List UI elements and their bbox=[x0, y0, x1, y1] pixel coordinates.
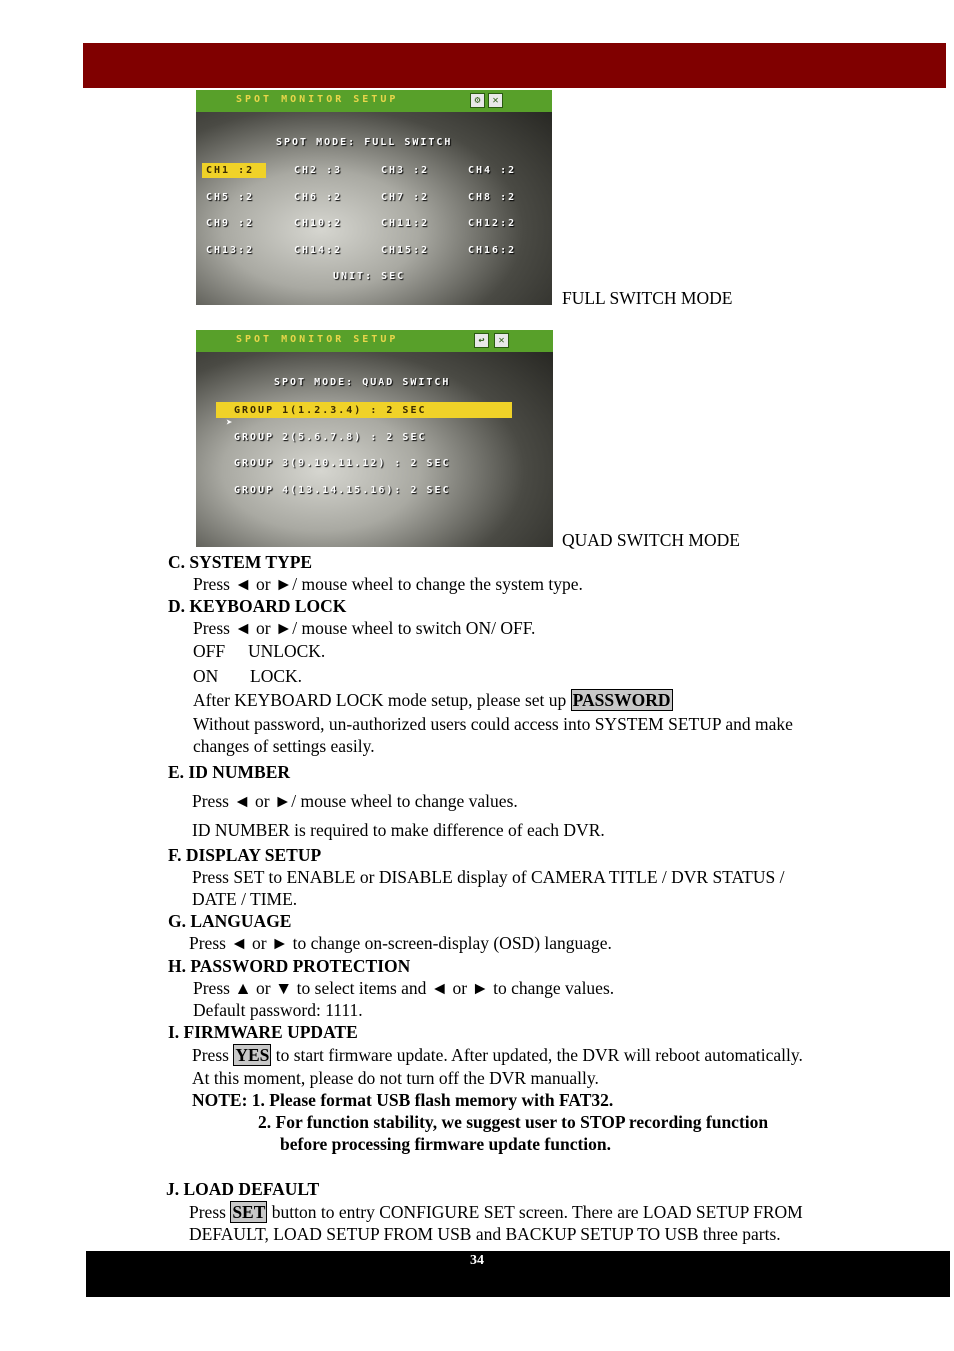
osd-title: SPOT MONITOR SETUP bbox=[236, 94, 399, 105]
osd-unit-line: UNIT: SEC bbox=[333, 271, 406, 282]
group-row: GROUP 3(9.10.11.12) : 2 SEC bbox=[234, 458, 451, 469]
channel-cell: CH12:2 bbox=[468, 218, 517, 229]
note-line: NOTE: 1. Please format USB flash memory with FAT32. bbox=[192, 1090, 614, 1110]
set-keyword: SET bbox=[232, 1202, 266, 1222]
channel-cell: CH5 :2 bbox=[206, 192, 255, 203]
channel-cell: CH4 :2 bbox=[468, 165, 517, 176]
off-value: UNLOCK. bbox=[248, 641, 326, 661]
group-row: GROUP 1(1.2.3.4) : 2 SEC bbox=[234, 405, 427, 416]
close-icon: ✕ bbox=[494, 333, 509, 348]
section-h-text: Default password: 1111. bbox=[193, 1000, 363, 1020]
channel-cell: CH15:2 bbox=[381, 245, 430, 256]
quad-switch-caption: QUAD SWITCH MODE bbox=[562, 530, 740, 550]
mouse-cursor-icon: ➤ bbox=[226, 416, 233, 429]
on-value: LOCK. bbox=[250, 666, 303, 686]
gear-icon: ⚙ bbox=[470, 93, 485, 108]
section-d-warning: changes of settings easily. bbox=[193, 736, 375, 756]
section-j-text-pre: Press bbox=[189, 1202, 231, 1222]
header-bar bbox=[83, 43, 946, 88]
section-c-title: C. SYSTEM TYPE bbox=[168, 552, 313, 572]
page-number: 34 bbox=[470, 1253, 484, 1268]
section-c-text: Press ◄ or ►/ mouse wheel to change the system type. bbox=[193, 574, 583, 594]
channel-cell: CH8 :2 bbox=[468, 192, 517, 203]
group-row: GROUP 4(13.14.15.16): 2 SEC bbox=[234, 485, 451, 496]
channel-cell: CH1 :2 bbox=[206, 165, 255, 176]
section-e-text: Press ◄ or ►/ mouse wheel to change values. bbox=[192, 791, 518, 811]
section-h-title: H. PASSWORD PROTECTION bbox=[168, 956, 411, 976]
back-icon: ↩ bbox=[474, 333, 489, 348]
section-i-text-post: to start firmware update. After updated, the DVR will reboot automatically. bbox=[271, 1045, 803, 1065]
note-line: before processing firmware update function. bbox=[280, 1134, 612, 1154]
section-j-title: J. LOAD DEFAULT bbox=[166, 1179, 320, 1199]
password-keyword: PASSWORD bbox=[572, 690, 671, 710]
section-g-title: G. LANGUAGE bbox=[168, 911, 292, 931]
group-row: GROUP 2(5.6.7.8) : 2 SEC bbox=[234, 432, 427, 443]
osd-mode-line: SPOT MODE: QUAD SWITCH bbox=[274, 377, 451, 388]
full-switch-screenshot bbox=[196, 90, 552, 305]
section-j-text: DEFAULT, LOAD SETUP FROM USB and BACKUP SETUP TO USB three parts. bbox=[189, 1224, 781, 1244]
osd-title: SPOT MONITOR SETUP bbox=[236, 334, 399, 345]
channel-cell: CH14:2 bbox=[294, 245, 343, 256]
channel-cell: CH6 :2 bbox=[294, 192, 343, 203]
channel-cell: CH10:2 bbox=[294, 218, 343, 229]
section-i-title: I. FIRMWARE UPDATE bbox=[168, 1022, 358, 1042]
channel-cell: CH11:2 bbox=[381, 218, 430, 229]
note-line: 2. For function stability, we suggest user to STOP recording function bbox=[258, 1112, 769, 1132]
channel-cell: CH9 :2 bbox=[206, 218, 255, 229]
osd-mode-line: SPOT MODE: FULL SWITCH bbox=[276, 137, 453, 148]
section-j-text bbox=[189, 1202, 803, 1222]
section-g-text: Press ◄ or ► to change on-screen-display (OSD) language. bbox=[189, 933, 612, 953]
channel-cell: CH13:2 bbox=[206, 245, 255, 256]
section-i-text-pre: Press bbox=[192, 1045, 234, 1065]
section-e-text: ID NUMBER is required to make difference of each DVR. bbox=[192, 820, 605, 840]
yes-keyword: YES bbox=[235, 1045, 270, 1065]
section-f-text: DATE / TIME. bbox=[192, 889, 298, 909]
section-i-text bbox=[192, 1045, 803, 1065]
password-note bbox=[193, 690, 673, 710]
full-switch-caption: FULL SWITCH MODE bbox=[562, 288, 733, 308]
section-f-title: F. DISPLAY SETUP bbox=[168, 845, 322, 865]
channel-cell: CH7 :2 bbox=[381, 192, 430, 203]
on-label: ON bbox=[193, 666, 219, 686]
channel-cell: CH2 :3 bbox=[294, 165, 343, 176]
section-d-title: D. KEYBOARD LOCK bbox=[168, 596, 347, 616]
section-j-text-post: button to entry CONFIGURE SET screen. There are LOAD SETUP FROM bbox=[267, 1202, 803, 1222]
off-label: OFF bbox=[193, 641, 226, 661]
section-f-text: Press SET to ENABLE or DISABLE display of CAMERA TITLE / DVR STATUS / bbox=[192, 867, 785, 887]
close-icon: ✕ bbox=[488, 93, 503, 108]
section-i-text: At this moment, please do not turn off the DVR manually. bbox=[192, 1068, 599, 1088]
channel-cell: CH16:2 bbox=[468, 245, 517, 256]
section-d-text: Press ◄ or ►/ mouse wheel to switch ON/ OFF. bbox=[193, 618, 536, 638]
section-e-title: E. ID NUMBER bbox=[168, 762, 291, 782]
password-note-text: After KEYBOARD LOCK mode setup, please set up bbox=[193, 690, 571, 710]
section-d-warning: Without password, un-authorized users could access into SYSTEM SETUP and make bbox=[193, 714, 793, 734]
quad-switch-screenshot bbox=[196, 330, 553, 547]
section-h-text: Press ▲ or ▼ to select items and ◄ or ► to change values. bbox=[193, 978, 615, 998]
channel-cell: CH3 :2 bbox=[381, 165, 430, 176]
